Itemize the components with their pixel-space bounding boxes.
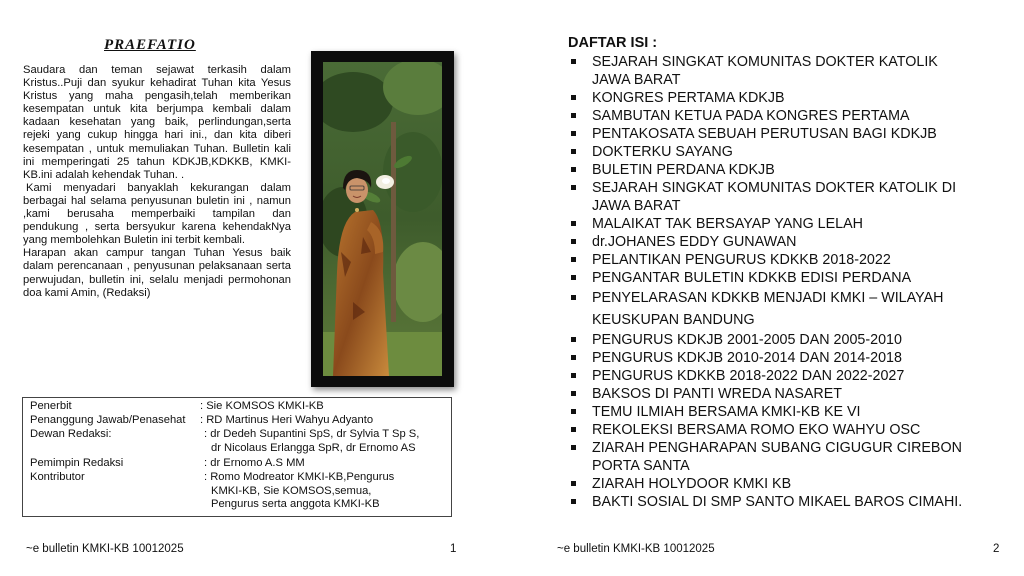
kontributor-value-1: : Romo Modreator KMKI-KB,Pengurus <box>204 471 395 483</box>
table-of-contents <box>568 53 1008 511</box>
toc-item[interactable]: REKOLEKSI BERSAMA ROMO EKO WAHYU OSC <box>568 421 1008 439</box>
bullet-icon <box>571 373 576 378</box>
toc-item[interactable]: PENGURUS KDKJB 2010-2014 DAN 2014-2018 <box>568 349 1008 367</box>
bullet-icon <box>571 275 576 280</box>
photo-frame <box>311 51 454 387</box>
page-footer: ~e bulletin KMKI-KB 10012025 <box>26 543 184 555</box>
bullet-icon <box>571 149 576 154</box>
bullet-icon <box>571 131 576 136</box>
page-number: 2 <box>993 543 1000 555</box>
page-number: 1 <box>450 543 457 555</box>
bullet-icon <box>571 481 576 486</box>
toc-item[interactable]: PENGANTAR BULETIN KDKKB EDISI PERDANA <box>568 269 1008 287</box>
kontributor-label: Kontributor <box>30 471 85 483</box>
bullet-icon <box>571 499 576 504</box>
toc-item-continuation[interactable]: JAWA BARAT <box>592 198 681 214</box>
intro-paragraph-3: Harapan akan campur tangan Tuhan Yesus baik dalam perencanaan , penyusunan pelaksanaan serta perwujudan, bulletin ini, selalu menjadi permohonan doa kami Amin, (Redaksi) <box>23 247 291 299</box>
bullet-icon <box>571 167 576 172</box>
toc-item[interactable]: BAKSOS DI PANTI WREDA NASARET <box>568 385 1008 403</box>
right-page <box>512 0 1024 576</box>
intro-paragraph-2: Kami menyadari banyaklah kekurangan dalam berbagai hal selama penyusunan buletin ini , namun ,kami berusaha memperbaiki tampilan dan pendukung , serta bersyukur karena kehendakNya yang membolehkan Buletin ini terbit kembali. <box>23 181 291 247</box>
kontributor-value-2: KMKI-KB, Sie KOMSOS,semua, <box>211 485 372 497</box>
toc-item[interactable]: PENYELARASAN KDKKB MENJADI KMKI – WILAYAH <box>568 287 1008 309</box>
toc-item[interactable]: PELANTIKAN PENGURUS KDKKB 2018-2022 <box>568 251 1008 269</box>
bullet-icon <box>571 185 576 190</box>
bullet-icon <box>571 59 576 64</box>
toc-item[interactable]: BULETIN PERDANA KDKJB <box>568 161 1008 179</box>
bullet-icon <box>571 337 576 342</box>
toc-item[interactable]: PENTAKOSATA SEBUAH PERUTUSAN BAGI KDKJB <box>568 125 1008 143</box>
bullet-icon <box>571 257 576 262</box>
toc-item[interactable]: PENGURUS KDKKB 2018-2022 DAN 2022-2027 <box>568 367 1008 385</box>
toc-item-continuation[interactable]: KEUSKUPAN BANDUNG <box>592 312 755 328</box>
pemimpin-label: Pemimpin Redaksi <box>30 457 124 469</box>
garden-portrait-image <box>323 62 442 376</box>
toc-item[interactable]: KONGRES PERTAMA KDKJB <box>568 89 1008 107</box>
toc-item[interactable]: ZIARAH PENGHARAPAN SUBANG CIGUGUR CIREBON <box>568 439 1008 457</box>
kontributor-value-3: Pengurus serta anggota KMKI-KB <box>211 498 380 510</box>
toc-item[interactable]: ZIARAH HOLYDOOR KMKI KB <box>568 475 1008 493</box>
penanggung-label: Penanggung Jawab/Penasehat <box>30 414 186 426</box>
intro-text <box>23 64 291 300</box>
bullet-icon <box>571 95 576 100</box>
penerbit-value: : Sie KOMSOS KMKI-KB <box>200 400 324 412</box>
toc-item-continuation[interactable]: PORTA SANTA <box>592 458 690 474</box>
dewan-value-1: : dr Dedeh Supantini SpS, dr Sylvia T Sp S, <box>204 428 420 440</box>
bullet-icon <box>571 355 576 360</box>
bullet-icon <box>571 391 576 396</box>
intro-paragraph-1: Saudara dan teman sejawat terkasih dalam Kristus..Puji dan syukur kehadirat Tuhan kita Yesus Kristus yang maha pengasih,telah memberikan kesempatan untuk kita berjumpa kembali dalam kadaan kesehatan yang baik, perlindungan,serta rejeki yang cukup hingga hari ini., dan kita diberi kesempatan , untuk memuliakan Tuhan. Bulletin kali ini memperingati 25 tahun KDKJB,KDKKB, KMKI-KB.ini adalah kehendak Tuhan. . <box>23 64 291 181</box>
dewan-label: Dewan Redaksi: <box>30 428 112 440</box>
bullet-icon <box>571 239 576 244</box>
bullet-icon <box>571 409 576 414</box>
toc-item[interactable]: MALAIKAT TAK BERSAYAP YANG LELAH <box>568 215 1008 233</box>
bullet-icon <box>571 295 576 300</box>
penerbit-label: Penerbit <box>30 400 72 412</box>
toc-item[interactable]: TEMU ILMIAH BERSAMA KMKI-KB KE VI <box>568 403 1008 421</box>
toc-item[interactable]: dr.JOHANES EDDY GUNAWAN <box>568 233 1008 251</box>
page-footer: ~e bulletin KMKI-KB 10012025 <box>557 543 715 555</box>
toc-item[interactable]: PENGURUS KDKJB 2001-2005 DAN 2005-2010 <box>568 331 1008 349</box>
colophon-box <box>22 397 452 517</box>
penanggung-value: : RD Martinus Heri Wahyu Adyanto <box>200 414 374 426</box>
toc-item[interactable]: DOKTERKU SAYANG <box>568 143 1008 161</box>
dewan-value-2: dr Nicolaus Erlangga SpR, dr Ernomo AS <box>211 442 416 454</box>
bullet-icon <box>571 427 576 432</box>
toc-heading: DAFTAR ISI : <box>568 35 658 51</box>
toc-item[interactable]: SEJARAH SINGKAT KOMUNITAS DOKTER KATOLIK DI <box>568 179 1008 197</box>
portrait-photo <box>323 62 442 376</box>
toc-item-continuation[interactable]: JAWA BARAT <box>592 72 681 88</box>
toc-item[interactable]: SEJARAH SINGKAT KOMUNITAS DOKTER KATOLIK <box>568 53 1008 71</box>
toc-item[interactable]: BAKTI SOSIAL DI SMP SANTO MIKAEL BAROS CIMAHI. <box>568 493 1008 511</box>
page-title: PRAEFATIO <box>104 37 196 53</box>
bullet-icon <box>571 113 576 118</box>
toc-item[interactable]: SAMBUTAN KETUA PADA KONGRES PERTAMA <box>568 107 1008 125</box>
pemimpin-value: : dr Ernomo A.S MM <box>204 457 305 469</box>
bullet-icon <box>571 221 576 226</box>
bullet-icon <box>571 445 576 450</box>
